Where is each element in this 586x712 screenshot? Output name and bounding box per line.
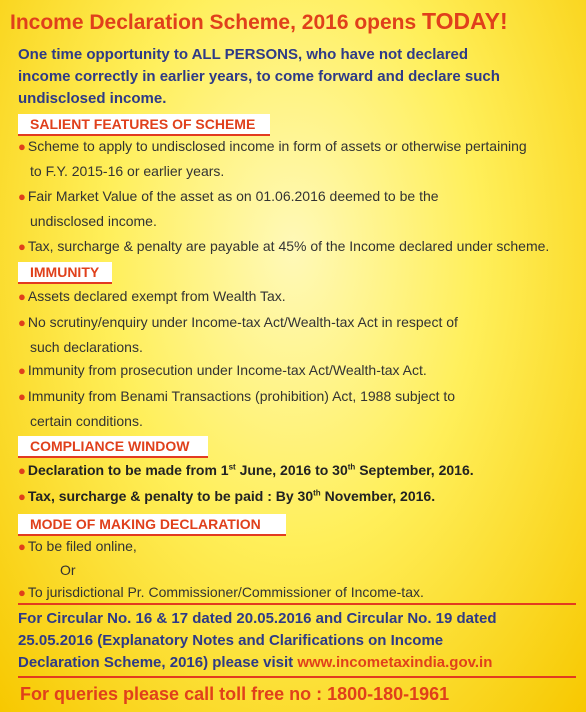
list-item: ● Scheme to apply to undisclosed income in form of assets or otherwise pertaining to F.Y. 2015-16 or earlier years. xyxy=(18,138,527,179)
divider xyxy=(18,676,576,678)
list-item: ● To jurisdictional Pr. Commissioner/Commissioner of Income-tax. xyxy=(18,584,424,600)
list-item: ● Fair Market Value of the asset as on 01.06.2016 deemed to be the undisclosed income. xyxy=(18,188,439,229)
title-main: Income Declaration Scheme, 2016 opens xyxy=(10,11,417,34)
circular-note: For Circular No. 16 & 17 dated 20.05.2016 and Circular No. 19 dated 25.05.2016 (Explanatory Notes and Clarifications on Income Declaration Scheme, 2016) please visit www.incometaxindia.gov.in xyxy=(18,610,497,671)
bullet-icon: ● xyxy=(18,139,26,154)
bullet-icon: ● xyxy=(18,389,26,404)
section-heading-compliance: COMPLIANCE WINDOW xyxy=(18,436,208,458)
list-item: ● No scrutiny/enquiry under Income-tax Act/Wealth-tax Act in respect of such declarations. xyxy=(18,314,458,355)
website-link[interactable]: www.incometaxindia.gov.in xyxy=(297,654,493,671)
bullet-icon: ● xyxy=(18,189,26,204)
list-item: ● Tax, surcharge & penalty are payable at 45% of the Income declared under scheme. xyxy=(18,238,550,254)
poster-title xyxy=(10,8,580,35)
divider xyxy=(18,603,576,605)
or-text: Or xyxy=(60,562,76,578)
title-emphasis: TODAY! xyxy=(422,8,508,34)
bullet-icon: ● xyxy=(18,463,26,478)
bullet-icon: ● xyxy=(18,539,26,554)
list-item: ● Declaration to be made from 1st June, 2016 to 30th September, 2016. xyxy=(18,462,474,478)
intro-line: undisclosed income. xyxy=(18,90,167,107)
section-heading-salient: SALIENT FEATURES OF SCHEME xyxy=(18,114,270,136)
intro-line: income correctly in earlier years, to come forward and declare such xyxy=(18,68,500,85)
bullet-icon: ● xyxy=(18,239,26,254)
intro-text xyxy=(18,44,574,110)
section-heading-mode: MODE OF MAKING DECLARATION xyxy=(18,514,286,536)
intro-line: One time opportunity to ALL PERSONS, who have not declared xyxy=(18,46,469,63)
list-item: ● Immunity from Benami Transactions (prohibition) Act, 1988 subject to certain conditions. xyxy=(18,388,456,429)
list-item: ● Assets declared exempt from Wealth Tax. xyxy=(18,288,286,304)
list-item: ● Tax, surcharge & penalty to be paid : By 30th November, 2016. xyxy=(18,488,436,504)
bullet-icon: ● xyxy=(18,363,26,378)
list-item: ● To be filed online, xyxy=(18,538,137,554)
bullet-icon: ● xyxy=(18,585,26,600)
toll-free-queries: For queries please call toll free no : 1800-180-1961 xyxy=(20,684,450,704)
section-heading-immunity: IMMUNITY xyxy=(18,262,112,284)
bullet-icon: ● xyxy=(18,289,26,304)
bullet-icon: ● xyxy=(18,489,26,504)
bullet-icon: ● xyxy=(18,315,26,330)
list-item: ● Immunity from prosecution under Income-tax Act/Wealth-tax Act. xyxy=(18,362,427,378)
